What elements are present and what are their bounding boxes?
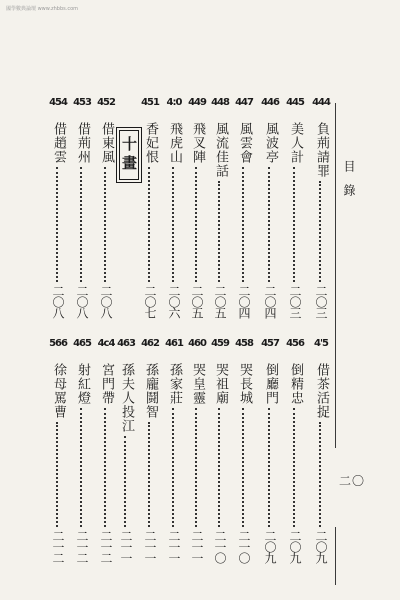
toc-entry (188, 338, 206, 563)
entry-number: 459 (211, 338, 229, 349)
entry-number: 460 (188, 338, 206, 349)
dot-leader (268, 408, 270, 527)
entry-number: 465 (73, 338, 91, 349)
entry-title: 倒精忠 (288, 363, 303, 405)
column-rule-lower (335, 527, 336, 585)
entry-number: 449 (188, 97, 206, 108)
entry-number: 461 (165, 338, 183, 349)
entry-title: 借東風 (99, 122, 114, 164)
dot-leader (124, 436, 126, 527)
entry-number: 454 (49, 97, 67, 108)
dot-leader (218, 181, 220, 282)
toc-entry (312, 97, 330, 318)
dot-leader (80, 408, 82, 527)
section-heading-box (116, 127, 142, 183)
entry-title: 孫家莊 (167, 363, 182, 405)
entry-title: 哭祖廟 (213, 363, 228, 405)
toc-entry (188, 97, 206, 318)
entry-number: 453 (73, 97, 91, 108)
entry-page: 二一〇 (213, 530, 227, 563)
entry-page: 二一二 (51, 530, 65, 563)
entry-page: 二〇八 (99, 285, 113, 318)
entry-page: 二一一 (190, 530, 204, 563)
dot-leader (242, 408, 244, 527)
section-heading-frame (119, 130, 139, 180)
dot-leader (148, 422, 150, 527)
entry-number: 4:0 (166, 97, 182, 108)
entry-title: 射紅燈 (75, 363, 90, 405)
entry-page: 二〇五 (190, 285, 204, 318)
entry-title: 風流佳話 (213, 122, 228, 178)
entry-page: 二一一 (167, 530, 181, 563)
dot-leader (242, 167, 244, 282)
entry-page: 二一二 (75, 530, 89, 563)
entry-page: 二〇九 (263, 530, 277, 563)
entry-title: 風波亭 (263, 122, 278, 164)
toc-entry (235, 97, 253, 318)
toc-entry (73, 338, 91, 563)
entry-page: 二一〇 (237, 530, 251, 563)
entry-number: 451 (141, 97, 159, 108)
toc-entry (211, 338, 229, 563)
entry-number: 452 (97, 97, 115, 108)
dot-leader (172, 167, 174, 282)
entry-title: 倒廳門 (263, 363, 278, 405)
entry-page: 二〇三 (288, 285, 302, 318)
entry-title: 風雲會 (237, 122, 252, 164)
dot-leader (195, 408, 197, 527)
entry-number: 457 (261, 338, 279, 349)
entry-page: 二一一 (143, 530, 157, 563)
entry-page: 二〇四 (263, 285, 277, 318)
toc-entry (73, 97, 91, 318)
entry-page: 二一二 (99, 530, 113, 563)
toc-entry (165, 97, 183, 318)
toc-entry (211, 97, 229, 318)
dot-leader (104, 408, 106, 527)
entry-page: 二〇八 (75, 285, 89, 318)
dot-leader (319, 422, 321, 527)
column-rule-upper (335, 103, 336, 448)
entry-page: 二〇八 (51, 285, 65, 318)
entry-page: 二〇七 (143, 285, 157, 318)
entry-title: 美人計 (288, 122, 303, 164)
entry-number: 447 (235, 97, 253, 108)
entry-page: 二〇九 (314, 530, 328, 563)
toc-entry (141, 97, 159, 318)
toc-entry (261, 338, 279, 563)
entry-title: 哭長城 (237, 363, 252, 405)
entry-number: 448 (211, 97, 229, 108)
dot-leader (319, 181, 321, 282)
entry-number: 4'5 (314, 338, 328, 349)
toc-entry (97, 338, 115, 563)
dot-leader (104, 167, 106, 282)
entry-title: 孫龐鬪智 (143, 363, 158, 419)
entry-page: 二〇三 (314, 285, 328, 318)
entry-number: 444 (312, 97, 330, 108)
toc-entry (165, 338, 183, 563)
toc-entry (117, 338, 135, 563)
toc-entry (235, 338, 253, 563)
entry-title: 哭皇靈 (190, 363, 205, 405)
dot-leader (195, 167, 197, 282)
dot-leader (56, 422, 58, 527)
entry-number: 566 (49, 338, 67, 349)
entry-page: 二〇九 (288, 530, 302, 563)
entry-page: 二〇五 (213, 285, 227, 318)
entry-title: 香妃恨 (143, 122, 158, 164)
dot-leader (293, 408, 295, 527)
dot-leader (218, 408, 220, 527)
entry-title: 徐母罵曹 (51, 363, 66, 419)
entry-number: 445 (286, 97, 304, 108)
entry-title: 借茶活捉 (314, 363, 329, 419)
entry-number: 463 (117, 338, 135, 349)
entry-title: 宮門帶 (99, 363, 114, 405)
toc-entry (312, 338, 330, 563)
entry-title: 借荊州 (75, 122, 90, 164)
entry-title: 孫夫人投江 (119, 363, 134, 433)
toc-entry (49, 97, 67, 318)
entry-title: 借趙雲 (51, 122, 66, 164)
dot-leader (56, 167, 58, 282)
toc-entry (141, 338, 159, 563)
entry-page: 二一一 (119, 530, 133, 563)
entry-title: 飛叉陣 (190, 122, 205, 164)
entry-number: 4c4 (97, 338, 115, 349)
watermark: 國學數典論壇 www.zhbbs.com (6, 6, 79, 12)
toc-entry (49, 338, 67, 563)
entry-number: 462 (141, 338, 159, 349)
entry-number: 458 (235, 338, 253, 349)
dot-leader (148, 167, 150, 282)
entry-title: 飛虎山 (167, 122, 182, 164)
entry-number: 446 (261, 97, 279, 108)
dot-leader (293, 167, 295, 282)
section-heading: 十畫 (120, 136, 138, 174)
entry-number: 456 (286, 338, 304, 349)
dot-leader (268, 167, 270, 282)
dot-leader (172, 408, 174, 527)
toc-entry (97, 97, 115, 318)
folio-page-number: 二〇 (339, 474, 366, 488)
entry-page: 二〇四 (237, 285, 251, 318)
running-head: 目錄 (342, 160, 356, 208)
toc-entry (286, 338, 304, 563)
toc-entry (286, 97, 304, 318)
entry-title: 負荊請罪 (314, 122, 329, 178)
entry-page: 二〇六 (167, 285, 181, 318)
toc-entry (261, 97, 279, 318)
dot-leader (80, 167, 82, 282)
